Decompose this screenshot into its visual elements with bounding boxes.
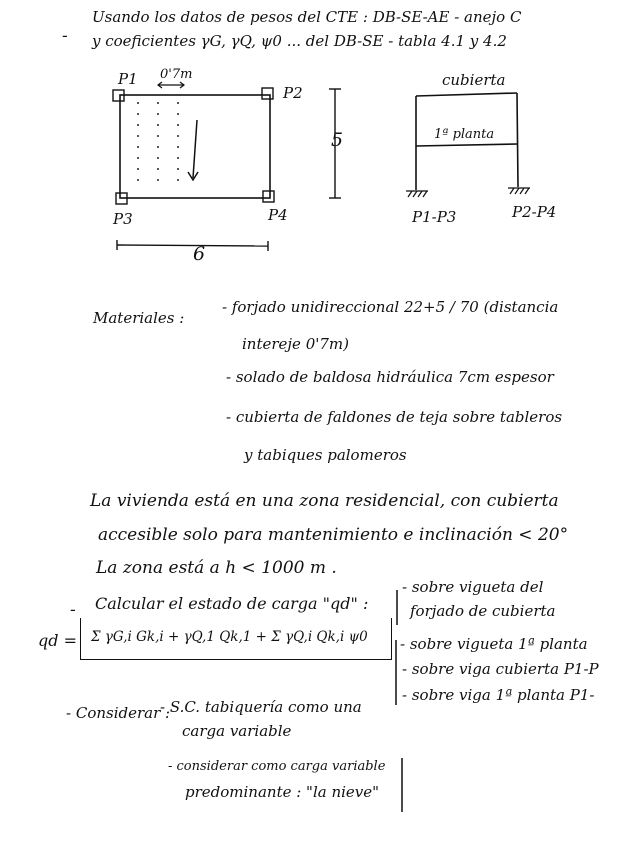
considerations-item-1a: - S.C. tabiquería como una [160,698,362,716]
span-direction-arrow [188,120,198,180]
label-p2: P2 [283,84,303,102]
context-line-1: La vivienda está en una zona residencial, con cubierta [90,491,559,511]
case-2: - sobre vigueta 1ª planta [400,635,588,653]
label-spacing: 0'7m [160,67,193,82]
label-p1: P1 [118,70,138,88]
task-title: Calcular el estado de carga "qd" : [95,594,369,613]
cases-bracket [396,590,397,705]
formula-lhs: qd = [38,631,77,650]
materials-item-1a: - forjado unidireccional 22+5 / 70 (distancia [222,298,559,316]
considerations-heading: - Considerar : [66,704,171,722]
materials-item-1b: intereje 0'7m) [242,335,349,353]
context-line-3: La zona está a h < 1000 m . [96,558,337,578]
task-bullet: - [70,600,76,620]
label-right-supports: P2-P4 [512,203,557,221]
considerations-item-2a: - considerar como carga variable [168,759,386,774]
intro-bullet: - [62,26,68,46]
materials-heading: Materiales : [93,309,185,327]
materials-item-3a: - cubierta de faldones de teja sobre tableros [226,408,563,426]
considerations-item-1b: carga variable [182,722,292,740]
column-p2 [262,88,273,99]
label-p3: P3 [113,210,133,228]
case-1: - sobre vigueta del [402,578,544,596]
materials-item-2: - solado de baldosa hidráulica 7cm espesor [226,368,554,386]
joist-lines [138,102,178,190]
formula-box [80,618,392,660]
column-p4 [263,191,274,202]
intro-line-2: y coeficientes γG, γQ, ψ0 ... del DB-SE - tabla 4.1 y 4.2 [92,32,507,50]
case-3: - sobre viga cubierta P1-P [402,660,599,678]
label-roof: cubierta [442,71,506,89]
label-first-floor: 1ª planta [434,127,495,142]
materials-item-3b: y tabiques palomeros [244,446,407,464]
support-right [508,188,530,194]
spacing-arrow [158,82,184,88]
case-4: - sobre viga 1ª planta P1- [402,686,595,704]
context-line-2: accesible solo para mantenimiento e inclinación < 20° [98,525,569,545]
label-width: 5 [331,129,344,151]
support-left [406,191,428,197]
label-p4: P4 [268,206,288,224]
formula-rhs: Σ γG,i Gk,i + γQ,1 Qk,1 + Σ γQ,i Qk,i ψ0 [91,629,368,645]
intro-line-1: Usando los datos de pesos del CTE : DB-SE-AE - anejo C [92,8,522,26]
case-1-cont: forjado de cubierta [410,602,556,620]
label-left-supports: P1-P3 [412,208,457,226]
considerations-item-2b: predominante : "la nieve" [185,783,380,801]
label-length: 6 [193,243,206,265]
